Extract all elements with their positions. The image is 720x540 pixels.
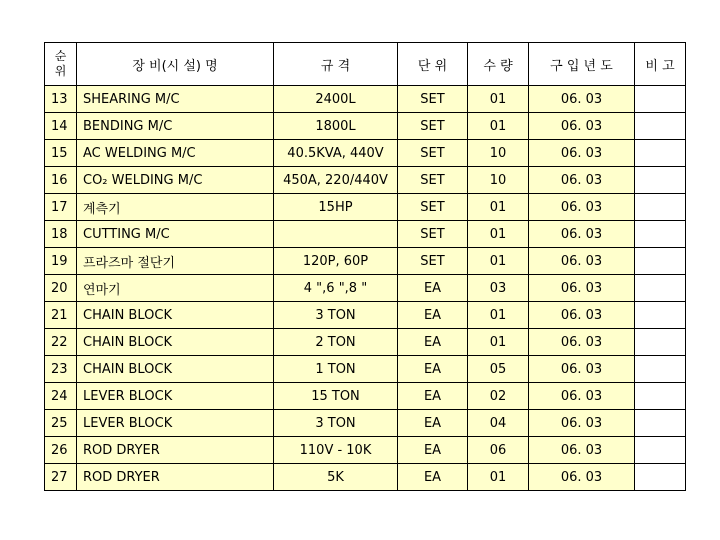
cell-note (635, 437, 686, 464)
cell-note (635, 464, 686, 491)
cell-spec: 2400L (274, 86, 398, 113)
table-body (45, 86, 686, 491)
cell-year: 06. 03 (529, 86, 635, 113)
cell-name: SHEARING M/C (77, 86, 274, 113)
cell-spec: 5K (274, 464, 398, 491)
table-row (45, 329, 686, 356)
cell-no: 15 (45, 140, 77, 167)
cell-note (635, 383, 686, 410)
cell-name: LEVER BLOCK (77, 383, 274, 410)
cell-year: 06. 03 (529, 437, 635, 464)
header-year: 구 입 년 도 (529, 43, 635, 86)
cell-year: 06. 03 (529, 302, 635, 329)
cell-name: AC WELDING M/C (77, 140, 274, 167)
table-row (45, 140, 686, 167)
cell-no: 17 (45, 194, 77, 221)
cell-unit: EA (398, 329, 468, 356)
cell-qty: 02 (468, 383, 529, 410)
cell-note (635, 113, 686, 140)
cell-unit: SET (398, 167, 468, 194)
cell-unit: SET (398, 221, 468, 248)
cell-unit: EA (398, 437, 468, 464)
cell-year: 06. 03 (529, 221, 635, 248)
cell-no: 13 (45, 86, 77, 113)
table-row (45, 356, 686, 383)
cell-name: CHAIN BLOCK (77, 356, 274, 383)
cell-name: CO₂ WELDING M/C (77, 167, 274, 194)
table-row (45, 437, 686, 464)
header-no-line2: 위 (54, 64, 67, 78)
cell-spec: 15 TON (274, 383, 398, 410)
cell-unit: SET (398, 86, 468, 113)
cell-note (635, 275, 686, 302)
cell-year: 06. 03 (529, 248, 635, 275)
cell-unit: EA (398, 275, 468, 302)
cell-unit: EA (398, 356, 468, 383)
cell-name: BENDING M/C (77, 113, 274, 140)
cell-unit: SET (398, 248, 468, 275)
cell-unit: SET (398, 194, 468, 221)
cell-year: 06. 03 (529, 329, 635, 356)
cell-name: CUTTING M/C (77, 221, 274, 248)
cell-spec: 1 TON (274, 356, 398, 383)
cell-qty: 01 (468, 221, 529, 248)
cell-note (635, 221, 686, 248)
cell-name: 프라즈마 절단기 (77, 248, 274, 275)
cell-qty: 04 (468, 410, 529, 437)
cell-year: 06. 03 (529, 167, 635, 194)
cell-year: 06. 03 (529, 356, 635, 383)
header-spec: 규 격 (274, 43, 398, 86)
cell-note (635, 248, 686, 275)
cell-no: 22 (45, 329, 77, 356)
cell-no: 21 (45, 302, 77, 329)
cell-qty: 05 (468, 356, 529, 383)
table-row (45, 275, 686, 302)
cell-note (635, 194, 686, 221)
cell-spec: 450A, 220/440V (274, 167, 398, 194)
header-no-line1: 순 (54, 49, 67, 63)
header-qty: 수 량 (468, 43, 529, 86)
cell-spec: 4 ",6 ",8 " (274, 275, 398, 302)
cell-spec: 3 TON (274, 302, 398, 329)
cell-name: ROD DRYER (77, 464, 274, 491)
cell-no: 26 (45, 437, 77, 464)
cell-no: 19 (45, 248, 77, 275)
cell-unit: EA (398, 410, 468, 437)
table-row (45, 221, 686, 248)
cell-no: 24 (45, 383, 77, 410)
cell-name: 연마기 (77, 275, 274, 302)
cell-spec: 40.5KVA, 440V (274, 140, 398, 167)
cell-no: 23 (45, 356, 77, 383)
cell-name: CHAIN BLOCK (77, 302, 274, 329)
cell-year: 06. 03 (529, 410, 635, 437)
cell-spec: 1800L (274, 113, 398, 140)
equipment-table-container (44, 42, 686, 491)
cell-spec: 15HP (274, 194, 398, 221)
cell-unit: SET (398, 140, 468, 167)
cell-no: 27 (45, 464, 77, 491)
header-note: 비 고 (635, 43, 686, 86)
cell-spec: 120P, 60P (274, 248, 398, 275)
cell-qty: 06 (468, 437, 529, 464)
cell-qty: 03 (468, 275, 529, 302)
cell-year: 06. 03 (529, 113, 635, 140)
cell-no: 14 (45, 113, 77, 140)
cell-unit: SET (398, 113, 468, 140)
header-unit: 단 위 (398, 43, 468, 86)
cell-qty: 01 (468, 86, 529, 113)
table-row (45, 383, 686, 410)
cell-qty: 01 (468, 248, 529, 275)
cell-note (635, 356, 686, 383)
cell-note (635, 167, 686, 194)
table-row (45, 248, 686, 275)
cell-no: 18 (45, 221, 77, 248)
cell-note (635, 140, 686, 167)
table-row (45, 464, 686, 491)
header-row (45, 43, 686, 86)
cell-year: 06. 03 (529, 275, 635, 302)
cell-unit: EA (398, 464, 468, 491)
cell-no: 25 (45, 410, 77, 437)
table-row (45, 113, 686, 140)
cell-name: LEVER BLOCK (77, 410, 274, 437)
cell-note (635, 329, 686, 356)
header-no (45, 43, 77, 86)
cell-qty: 10 (468, 167, 529, 194)
table-row (45, 194, 686, 221)
cell-qty: 01 (468, 302, 529, 329)
equipment-table (44, 42, 686, 491)
cell-qty: 01 (468, 464, 529, 491)
cell-qty: 10 (468, 140, 529, 167)
cell-spec: 3 TON (274, 410, 398, 437)
cell-qty: 01 (468, 194, 529, 221)
header-name: 장 비(시 설) 명 (77, 43, 274, 86)
cell-note (635, 410, 686, 437)
cell-unit: EA (398, 302, 468, 329)
cell-spec: 2 TON (274, 329, 398, 356)
cell-year: 06. 03 (529, 194, 635, 221)
cell-no: 20 (45, 275, 77, 302)
cell-note (635, 302, 686, 329)
cell-spec (274, 221, 398, 248)
cell-year: 06. 03 (529, 464, 635, 491)
cell-spec: 110V - 10K (274, 437, 398, 464)
cell-unit: EA (398, 383, 468, 410)
table-row (45, 167, 686, 194)
cell-year: 06. 03 (529, 383, 635, 410)
cell-year: 06. 03 (529, 140, 635, 167)
cell-name: CHAIN BLOCK (77, 329, 274, 356)
cell-qty: 01 (468, 329, 529, 356)
cell-name: ROD DRYER (77, 437, 274, 464)
cell-qty: 01 (468, 113, 529, 140)
cell-note (635, 86, 686, 113)
table-row (45, 302, 686, 329)
table-row (45, 410, 686, 437)
cell-no: 16 (45, 167, 77, 194)
table-row (45, 86, 686, 113)
cell-name: 계측기 (77, 194, 274, 221)
